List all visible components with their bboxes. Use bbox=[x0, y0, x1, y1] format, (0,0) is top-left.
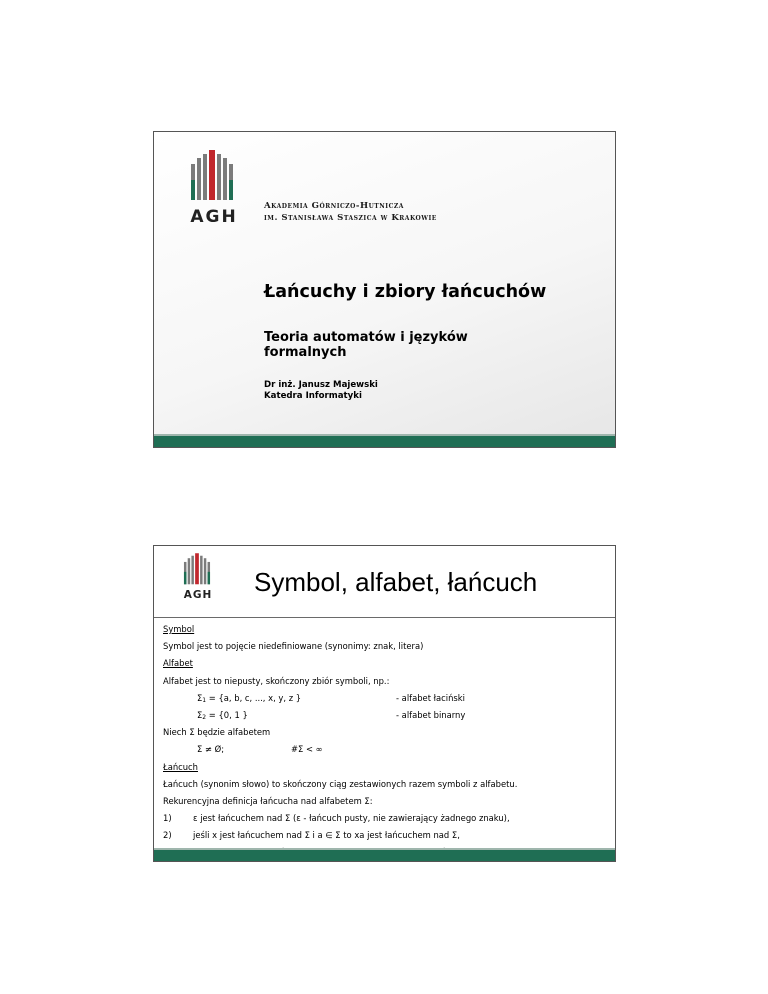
sigma1-line: $\Sigma_1 = \{a$, b, c, ..., x, y, z } - alfabet łaciński bbox=[163, 690, 613, 707]
recursive-definition: Rekurencyjna definicja łańcucha nad alfabetem Σ: bbox=[163, 795, 373, 806]
list-item: 2) jeśli x jest łańcuchem nad Σ i a ∈ Σ to xa jest łańcuchem nad Σ, bbox=[163, 830, 460, 841]
list-item: 1) ε jest łańcuchem nad Σ (ε - łańcuch pusty, nie zawierający żadnego znaku), bbox=[163, 813, 510, 824]
agh-letters: AGH bbox=[190, 207, 238, 227]
university-name bbox=[264, 200, 437, 224]
slide-footer-bar bbox=[154, 434, 615, 447]
binary-alphabet-note: - alfabet binarny bbox=[396, 709, 466, 720]
slide-title-heading: Łańcuchy i zbiory łańcuchów bbox=[264, 282, 547, 302]
author-name: Dr inż. Janusz Majewski bbox=[264, 380, 378, 390]
slide-footer-bar bbox=[154, 848, 615, 861]
symbol-definition: Symbol jest to pojęcie niedefiniowane (synonimy: znak, litera) bbox=[163, 641, 424, 652]
niech-line: Niech Σ będzie alfabetem bbox=[163, 727, 271, 738]
alphabet-definition: Alfabet jest to niepusty, skończony zbiór symboli, np.: bbox=[163, 675, 390, 686]
slide-content bbox=[153, 545, 616, 862]
heading-chain: Łańcuch bbox=[163, 761, 198, 772]
slide-heading: Symbol, alfabet, łańcuch bbox=[254, 567, 538, 597]
heading-alphabet: Alfabet bbox=[163, 658, 193, 669]
conditions-line bbox=[163, 741, 613, 758]
heading-divider bbox=[154, 617, 615, 618]
author-block bbox=[264, 380, 378, 402]
heading-symbol: Symbol bbox=[163, 624, 195, 634]
agh-logo-icon bbox=[184, 148, 240, 206]
department-name: Katedra Informatyki bbox=[264, 391, 362, 401]
slide-subtitle: Teoria automatów i języków formalnych bbox=[264, 330, 468, 360]
chain-definition: Łańcuch (synonim słowo) to skończony ciąg zestawionych razem symboli z alfabetu. bbox=[163, 778, 518, 789]
agh-logo-small-icon bbox=[179, 552, 215, 588]
agh-logo-small bbox=[179, 552, 215, 601]
slide-body bbox=[163, 621, 613, 862]
agh-logo bbox=[184, 148, 240, 227]
university-line-1: Akademia Górniczo-Hutnicza bbox=[264, 201, 404, 211]
latin-alphabet-note: - alfabet łaciński bbox=[396, 692, 465, 703]
university-line-2: im. Stanisława Staszica w Krakowie bbox=[264, 213, 437, 223]
sigma2-line: $\Sigma_2 = \{0$, 1 } - alfabet binarny bbox=[163, 707, 613, 724]
condition-finite: #Σ < ∞ bbox=[291, 744, 323, 755]
agh-letters-small: AGH bbox=[183, 589, 213, 601]
condition-nonempty: Σ ≠ Ø; bbox=[197, 744, 225, 755]
slide-title bbox=[153, 131, 616, 448]
